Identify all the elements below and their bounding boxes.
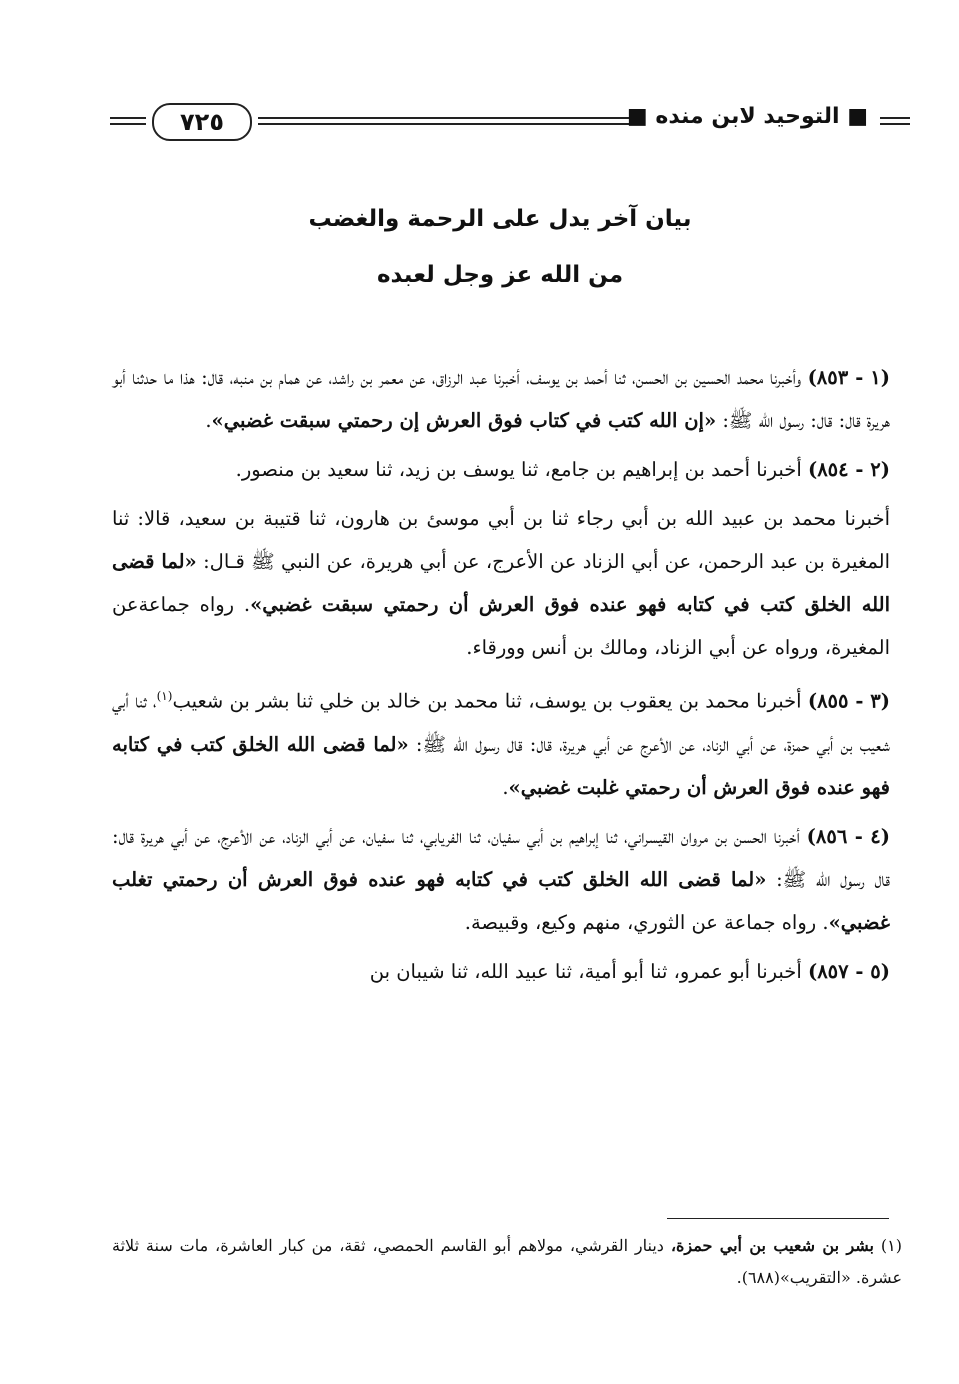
isnad-text: أخبرنا أبو عمرو، ثنا أبو أمية، ثنا عبيد الله، ثنا شيبان بن: [369, 959, 808, 983]
footnote-divider: [667, 1218, 889, 1219]
trailing-text: .: [502, 775, 509, 799]
header-rule-middle: [258, 117, 644, 125]
running-header: [110, 100, 890, 144]
hadith-number: (١ - ٨٥٣): [807, 366, 891, 389]
footnote-text: دينار القرشي، مولاهم أبو القاسم الحمصي، ثقة، من كبار العاشرة، مات سنة ثلاثة عشرة. «التقريب»(٦٨٨).: [112, 1236, 902, 1287]
paragraph-856: [112, 815, 890, 944]
trailing-text: . رواه جماعةعن المغيرة، ورواه عن أبي الزناد، ومالك بن أنس وورقاء.: [112, 593, 890, 659]
isnad-text: أخبرنا أحمد بن إبراهيم بن جامع، ثنا يوسف بن زيد، ثنا سعيد بن منصور.: [235, 458, 808, 481]
footnote-name: بشر بن شعيب بن أبي حمزة،: [670, 1236, 875, 1255]
footnote: [112, 1230, 902, 1294]
paragraph-857: [112, 950, 890, 993]
isnad-text: وأخبرنا محمد الحسين بن الحسن، ثنا أحمد بن يوسف، أخبرنا عبد الرزاق، عن معمر بن راشد، عن همام بن منبه، قال: هذا ما حدثنا أبو هريرة قال: قال: رسول الله ﷺ:: [112, 366, 890, 432]
footnote-number: (١): [880, 1236, 903, 1255]
section-heading-line-1: بيان آخر يدل على الرحمة والغضب: [308, 206, 692, 232]
isnad-text-continued: ، ثنا أبي شعيب بن أبي حمزة، عن أبي الزناد، عن الأعرج عن أبي هريرة، قال: قال رسول الله ﷺ:: [112, 689, 890, 756]
paragraph-854-continued: [112, 497, 890, 669]
section-heading-line-2: من الله عز وجل لعبده: [376, 262, 624, 288]
hadith-text: «لما قضى الله الخلق كتب في كتابه فهو عنده فوق العرش أن رحمتي غلبت غضبي»: [112, 732, 890, 799]
header-rule-left: [110, 117, 146, 125]
isnad-text: أخبرنا محمد بن عبيد الله بن أبي رجاء ثنا بن أبي موسئ بن هارون، ثنا قتيبة بن سعيد، قالا: ثنا المغيرة بن عبد الرحمن، عن أبي الزناد عن الأعرج، عن أبي هريرة، عن النبي ﷺ قـال:: [112, 507, 890, 573]
paragraph-855: [112, 675, 890, 809]
header-rule-right: [880, 117, 910, 125]
running-title: ■ التوحيد لابن منده ■: [626, 104, 868, 129]
trailing-text: . رواه جماعة عن الثوري، منهم وكيع، وقبيصة.: [464, 910, 829, 934]
isnad-text: أخبرنا الحسن بن مروان القيسراني، ثنا إبراهيم بن أبي سفيان، ثنا الفريابي، ثنا سفيان، عن أبي الزناد، عن الأعرج، عن أبي هريرة قال: قال رسول الله ﷺ:: [112, 824, 891, 891]
hadith-number: (٣ - ٨٥٥): [807, 689, 891, 713]
hadith-text: «إن الله كتب في كتاب فوق العرش إن رحمتي سبقت غضبي»: [211, 409, 717, 432]
hadith-number: (٥ - ٨٥٧): [807, 959, 890, 983]
hadith-text: «لما قضى الله الخلق كتب في كتابه فهو عنده فوق العرش أن رحمتي سبقت غضبي»: [112, 550, 890, 616]
isnad-text: أخبرنا محمد بن يعقوب بن يوسف، ثنا محمد بن خالد بن خلي ثنا بشر بن شعيب: [172, 689, 808, 713]
hadith-text: «لما قضى الله الخلق كتب في كتابه فهو عنده فوق العرش أن رحمتي تغلب غضبي»: [112, 867, 890, 934]
page-number: ٧٢٥: [152, 103, 252, 141]
main-text: [112, 356, 890, 999]
hadith-number: (٤ - ٨٥٦): [806, 824, 890, 848]
footnote-marker[interactable]: (١): [156, 689, 173, 703]
paragraph-853: [112, 356, 890, 442]
paragraph-854: [112, 448, 890, 491]
trailing-text: .: [205, 409, 212, 432]
hadith-number: (٢ - ٨٥٤): [807, 458, 890, 481]
